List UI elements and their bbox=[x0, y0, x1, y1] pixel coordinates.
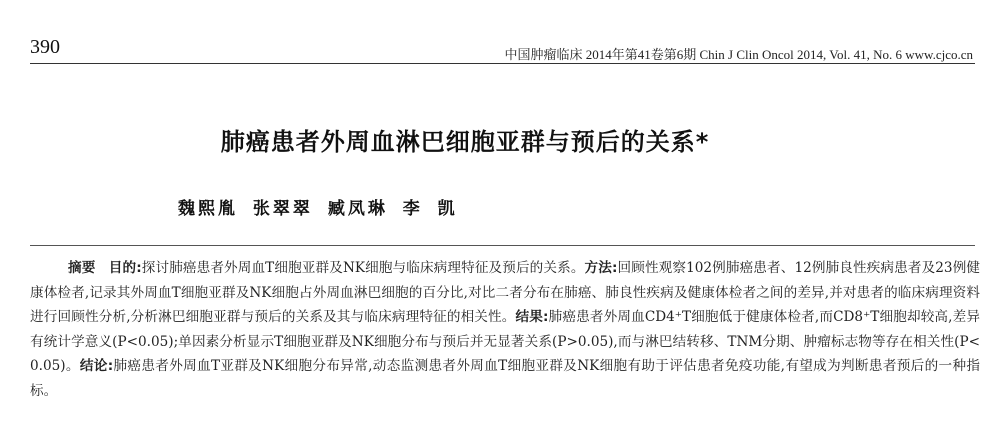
page-number: 390 bbox=[30, 36, 60, 58]
header-divider bbox=[30, 63, 975, 64]
journal-running-header: 中国肿瘤临床 2014年第41卷第6期 Chin J Clin Oncol 2014, Vol. 41, No. 6 www.cjco.cn bbox=[504, 47, 973, 62]
article-title: 肺癌患者外周血淋巴细胞亚群与预后的关系* bbox=[220, 128, 710, 156]
results-label: 结果: bbox=[515, 309, 549, 326]
results-text: 肺癌患者外周血CD4⁺T细胞低于健康体检者,而CD8⁺T细胞却较高,差异有统计学意义(P<0.05);单因素分析显示T细胞亚群及NK细胞分布与预后并无显著关系(P>0.05),而与淋巴结转移、TNM分期、肿瘤标志物等存在相关性(P<0.05)。 bbox=[30, 309, 980, 375]
methods-label: 方法: bbox=[584, 260, 618, 276]
conclusion-text: 肺癌患者外周血T亚群及NK细胞分布异常,动态监测患者外周血T细胞亚群及NK细胞有助于评估患者免疫功能,有望成为判断患者预后的一种指标。 bbox=[30, 358, 980, 399]
objective-text: 探讨肺癌患者外周血T细胞亚群及NK细胞与临床病理特征及预后的关系。 bbox=[141, 260, 585, 276]
objective-label: 目的: bbox=[108, 260, 142, 276]
section-divider bbox=[30, 245, 975, 246]
abstract-heading: 摘要 bbox=[68, 260, 96, 276]
abstract-lead bbox=[30, 260, 142, 276]
methods-text: 回顾性观察102例肺癌患者、12例肺良性疾病患者及23例健康体检者,记录其外周血T细胞亚群及NK细胞占外周血淋巴细胞的百分比,对比二者分布在肺癌、肺良性疾病及健康体检者之间的差异,并对患者的临床病理资料进行回顾性分析,分析淋巴细胞亚群与预后的关系及其与临床病理特征的相关性。 bbox=[30, 260, 981, 326]
conclusion-label: 结论: bbox=[79, 358, 114, 375]
abstract bbox=[30, 256, 980, 404]
author-list: 魏熙胤 张翠翠 臧凤琳 李 凯 bbox=[178, 199, 458, 219]
